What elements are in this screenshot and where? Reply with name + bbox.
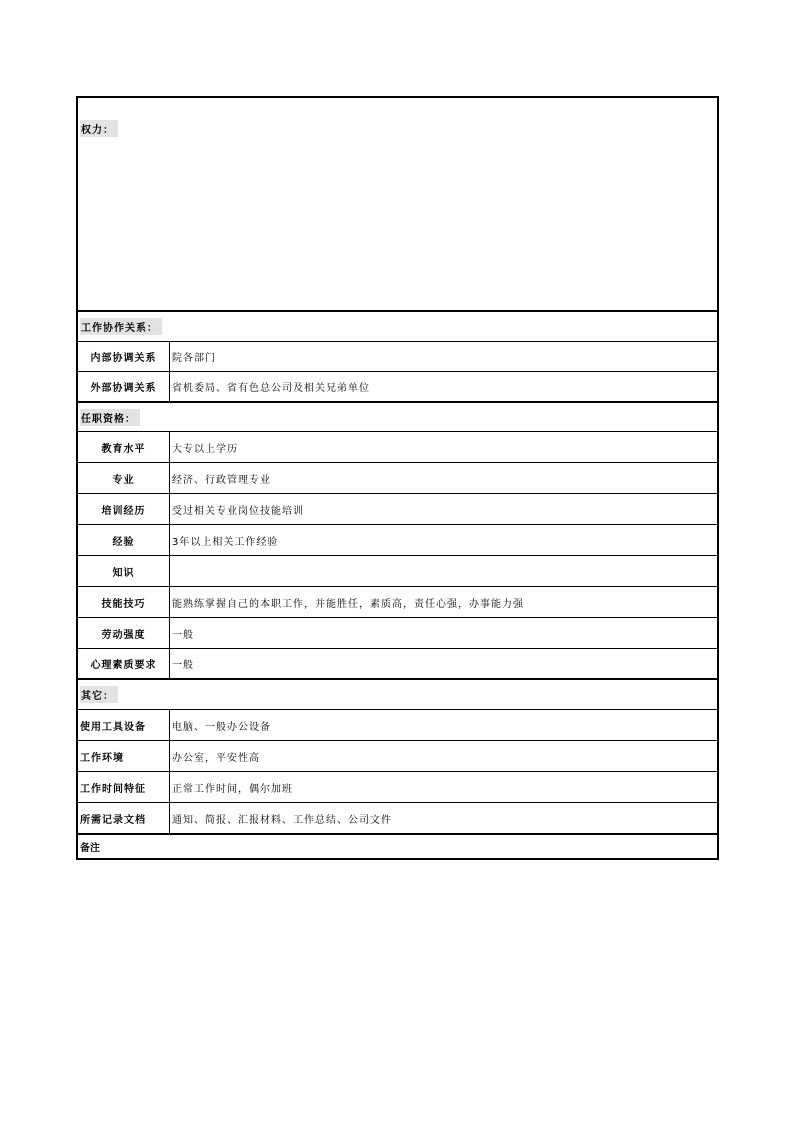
field-value: 一般 [172,629,194,641]
other-header-row [78,678,717,709]
qualification-header-row [78,401,717,431]
field-label: 知识 [78,556,170,586]
authority-header [78,98,717,137]
table-row [78,555,717,586]
field-value: 一般 [172,660,194,671]
collaboration-header [78,312,717,341]
remarks-header [78,835,717,858]
field-value: 经济、行政管理专业 [172,474,271,486]
collaboration-title: 工作协作关系： [80,318,162,335]
qualification-title: 任职资格： [80,409,140,426]
field-value: 正常工作时间，偶尔加班 [172,783,293,795]
table-row [78,586,717,617]
table-row [78,493,717,524]
field-value: 电脑、一般办公设备 [172,721,271,733]
field-label: 教育水平 [78,432,170,462]
field-label: 外部协调关系 [78,372,170,401]
field-label: 工作环境 [78,741,170,771]
table-row [78,431,717,462]
other-title: 其它： [80,686,118,703]
qualification-header [78,403,717,431]
field-value: 省机委局、省有色总公司及相关兄弟单位 [172,383,370,394]
table-row [78,740,717,771]
table-row [78,709,717,740]
field-label: 所需记录文档 [78,803,170,833]
field-value: 办公室，平安性高 [172,752,260,764]
field-label: 经验 [78,525,170,555]
job-description-table [76,96,719,860]
table-row [78,617,717,648]
field-value: 院各部门 [172,353,216,364]
field-label: 劳动强度 [78,618,170,648]
table-row [78,371,717,401]
table-row [78,771,717,802]
field-value [170,556,717,586]
table-row [78,341,717,371]
field-label: 工作时间特征 [78,772,170,802]
field-label: 心理素质要求 [78,649,170,678]
field-value: 受过相关专业岗位技能培训 [172,505,304,517]
collaboration-header-row [78,310,717,341]
field-label: 培训经历 [78,494,170,524]
table-row [78,802,717,833]
table-row [78,462,717,493]
authority-title: 权力： [80,120,118,137]
field-label: 技能技巧 [78,587,170,617]
field-label: 内部协调关系 [78,342,170,371]
field-value: 能熟练掌握自己的本职工作，并能胜任，素质高，责任心强，办事能力强 [172,598,524,610]
authority-section [78,98,717,310]
field-label: 专业 [78,463,170,493]
remarks-title: 备注 [80,843,100,854]
other-header [78,680,717,709]
table-row [78,648,717,678]
field-value: 3年以上相关工作经验 [172,536,279,548]
field-value: 通知、简报、汇报材料、工作总结、公司文件 [172,814,392,826]
field-value: 大专以上学历 [172,443,238,455]
remarks-row [78,833,717,858]
table-row [78,524,717,555]
field-label: 使用工具设备 [78,710,170,740]
